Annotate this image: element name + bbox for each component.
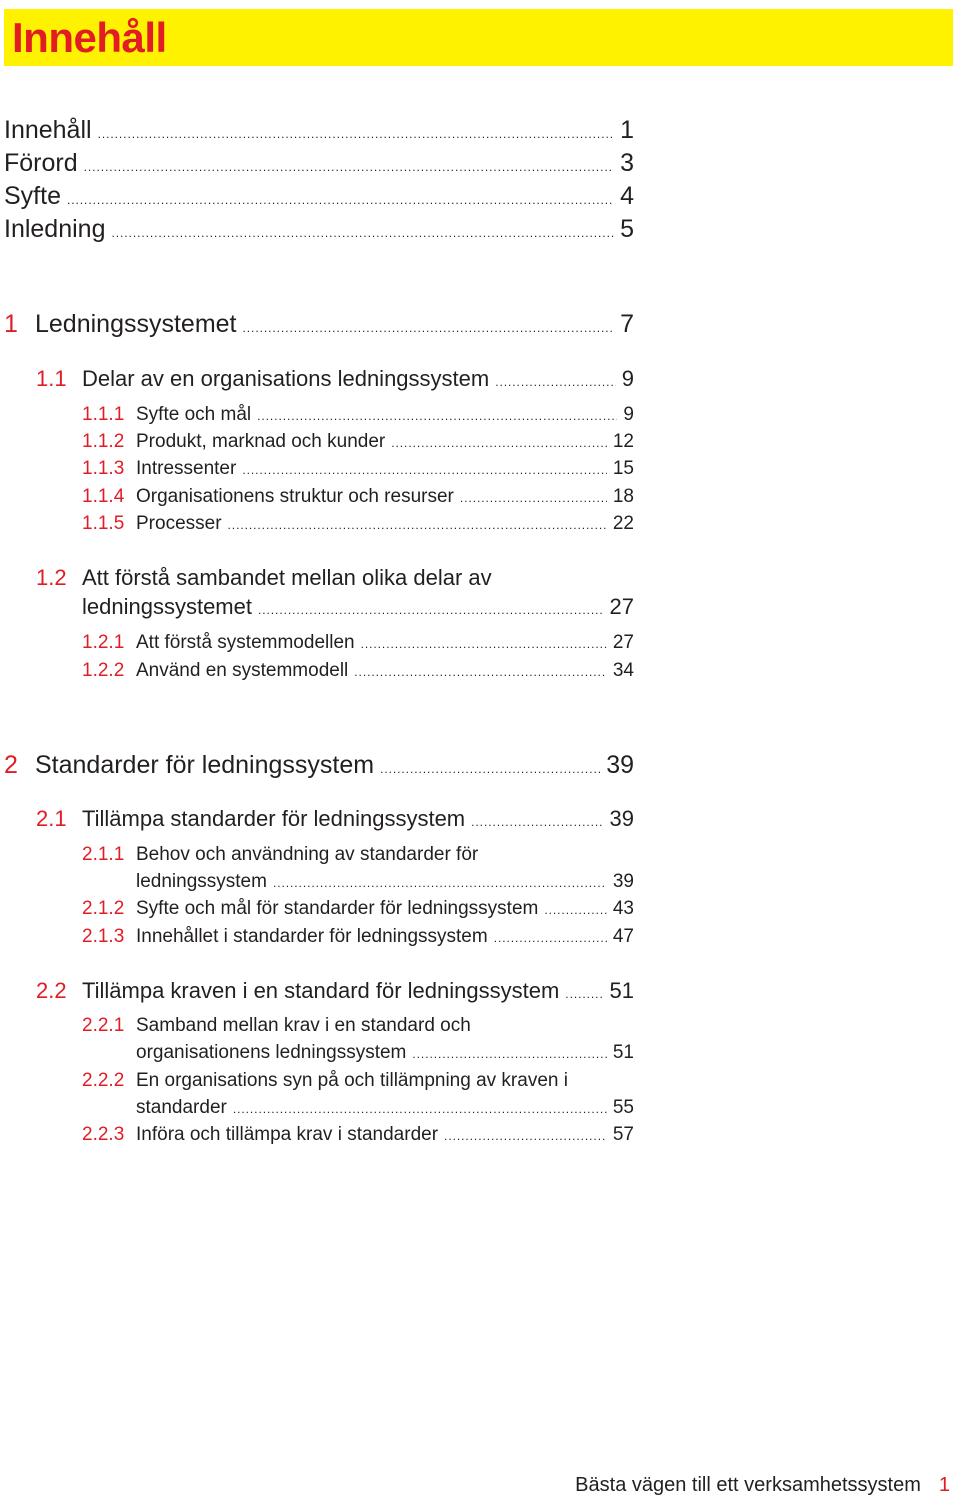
toc-section-number: 2.1 <box>36 806 67 831</box>
toc-entry-page: 1 <box>620 116 634 144</box>
leader-dots <box>380 751 600 780</box>
leader-dots <box>243 310 615 339</box>
toc-subsection-first-line[interactable] <box>82 1070 568 1092</box>
toc-subsection-number: 2.1.1 <box>82 844 125 865</box>
toc-subsection[interactable] <box>82 898 634 920</box>
toc-section-first-line[interactable] <box>36 565 492 591</box>
toc-chapter-page: 7 <box>620 310 634 338</box>
leader-dots <box>242 458 607 480</box>
toc-subsection[interactable] <box>82 926 634 948</box>
leader-dots <box>412 1042 606 1064</box>
toc-chapter-number: 2 <box>4 751 18 779</box>
toc-entry-label: Förord <box>4 149 78 177</box>
toc-entry-page: 5 <box>620 215 634 243</box>
toc-subsection-page: 51 <box>612 1042 634 1063</box>
leader-dots <box>391 431 607 453</box>
toc-section[interactable] <box>36 806 634 832</box>
toc-subsection-label: Intressenter <box>136 458 237 479</box>
toc-subsection-continuation[interactable] <box>136 1042 634 1064</box>
leader-dots <box>233 1097 607 1119</box>
toc-subsection-number: 2.1.3 <box>82 926 125 947</box>
toc-section-continuation[interactable] <box>82 594 634 620</box>
toc-subsection-page: 57 <box>612 1124 634 1145</box>
toc-chapter[interactable] <box>4 310 634 339</box>
toc-chapter[interactable] <box>4 751 634 780</box>
toc-subsection-page: 9 <box>623 404 634 425</box>
toc-subsection[interactable] <box>82 513 634 535</box>
toc-subsection-page: 22 <box>612 513 634 534</box>
toc-subsection-first-line[interactable] <box>82 844 478 866</box>
toc-subsection-page: 27 <box>612 632 634 653</box>
toc-subsection-number: 1.1.4 <box>82 486 125 507</box>
leader-dots <box>67 182 614 211</box>
leader-dots <box>444 1124 607 1146</box>
toc-subsection-label: En organisations syn på och tillämpning av kraven i <box>136 1070 568 1091</box>
toc-subsection[interactable] <box>82 458 634 480</box>
toc-entry-label: Innehåll <box>4 116 92 144</box>
toc-entry-page: 4 <box>620 182 634 210</box>
toc-subsection-number: 1.2.1 <box>82 632 125 653</box>
leader-dots <box>257 404 617 426</box>
toc-subsection-label-continued: organisationens ledningssystem <box>136 1042 407 1063</box>
toc-subsection-label: Införa och tillämpa krav i standarder <box>136 1124 439 1145</box>
title-bar <box>4 9 953 66</box>
toc-subsection-page: 15 <box>612 458 634 479</box>
toc-subsection-number: 2.1.2 <box>82 898 125 919</box>
toc-chapter-number: 1 <box>4 310 18 338</box>
toc-section-page: 39 <box>609 806 634 831</box>
toc-chapter-label: Standarder för ledningssystem <box>35 751 375 779</box>
leader-dots <box>111 215 614 244</box>
toc-subsection-number: 1.1.5 <box>82 513 125 534</box>
toc-subsection-continuation[interactable] <box>136 1097 634 1119</box>
toc-subsection[interactable] <box>82 660 634 682</box>
toc-subsection-label: Använd en systemmodell <box>136 660 349 681</box>
leader-dots <box>460 486 607 508</box>
toc-subsection[interactable] <box>82 486 634 508</box>
toc-subsection-label-continued: ledningssystem <box>136 871 267 892</box>
toc-subsection-label: Produkt, marknad och kunder <box>136 431 386 452</box>
leader-dots <box>494 926 607 948</box>
toc-subsection-label: Processer <box>136 513 222 534</box>
leader-dots <box>228 513 607 535</box>
toc-subsection-first-line[interactable] <box>82 1015 471 1037</box>
toc-entry[interactable] <box>4 182 634 211</box>
toc-subsection-number: 1.2.2 <box>82 660 125 681</box>
toc-section-page: 9 <box>621 366 634 391</box>
toc-subsection-page: 47 <box>612 926 634 947</box>
toc-subsection-label: Innehållet i standarder för ledningssystem <box>136 926 488 947</box>
toc-section-page: 27 <box>609 594 634 619</box>
toc-subsection-page: 39 <box>612 871 634 892</box>
toc-subsection-label: Att förstå systemmodellen <box>136 632 355 653</box>
toc-subsection-label-continued: standarder <box>136 1097 227 1118</box>
toc-subsection-continuation[interactable] <box>136 871 634 893</box>
toc-section-page: 51 <box>609 978 634 1003</box>
leader-dots <box>361 632 607 654</box>
leader-dots <box>273 871 607 893</box>
toc-subsection[interactable] <box>82 1124 634 1146</box>
toc-subsection-page: 43 <box>612 898 634 919</box>
toc-entry-label: Syfte <box>4 182 61 210</box>
toc-section-label: Delar av en organisations ledningssystem <box>82 366 490 391</box>
toc-subsection-number: 1.1.2 <box>82 431 125 452</box>
toc-section[interactable] <box>36 978 634 1004</box>
toc-entry[interactable] <box>4 116 634 145</box>
toc-subsection-label: Syfte och mål <box>136 404 252 425</box>
toc-subsection-page: 55 <box>612 1097 634 1118</box>
leader-dots <box>354 660 607 682</box>
page-footer <box>575 1474 950 1497</box>
leader-dots <box>565 978 603 1004</box>
toc-section-number: 2.2 <box>36 978 67 1003</box>
toc-subsection-label: Samband mellan krav i en standard och <box>136 1015 471 1036</box>
toc-subsection-page: 34 <box>612 660 634 681</box>
leader-dots <box>84 149 614 178</box>
toc-entry[interactable] <box>4 215 634 244</box>
toc-subsection-number: 1.1.1 <box>82 404 125 425</box>
toc-subsection-number: 1.1.3 <box>82 458 125 479</box>
page-title: Innehåll <box>12 14 167 61</box>
toc-section[interactable] <box>36 366 634 392</box>
toc-entry[interactable] <box>4 149 634 178</box>
toc-section-label-continued: ledningssystemet <box>82 594 252 619</box>
toc-chapter-label: Ledningssystemet <box>35 310 237 338</box>
toc-subsection[interactable] <box>82 431 634 453</box>
leader-dots <box>258 594 604 620</box>
toc-subsection-page: 18 <box>612 486 634 507</box>
toc-subsection-number: 2.2.2 <box>82 1070 125 1091</box>
toc-subsection[interactable] <box>82 404 634 426</box>
leader-dots <box>98 116 615 145</box>
toc-subsection-number: 2.2.1 <box>82 1015 125 1036</box>
toc-subsection-page: 12 <box>612 431 634 452</box>
footer-page-number: 1 <box>938 1474 950 1496</box>
footer-text: Bästa vägen till ett verksamhetssystem <box>575 1474 921 1496</box>
toc-subsection-label: Syfte och mål för standarder för ledningssystem <box>136 898 539 919</box>
leader-dots <box>495 366 616 392</box>
toc-chapter-page: 39 <box>606 751 634 779</box>
toc-section-number: 1.2 <box>36 565 67 590</box>
toc-subsection-label: Organisationens struktur och resurser <box>136 486 454 507</box>
toc-section-label: Tillämpa standarder för ledningssystem <box>82 806 466 831</box>
toc-section-label: Att förstå sambandet mellan olika delar av <box>82 565 492 590</box>
toc-subsection[interactable] <box>82 632 634 654</box>
toc-subsection-label: Behov och användning av standarder för <box>136 844 479 865</box>
toc-entry-label: Inledning <box>4 215 106 243</box>
toc-section-number: 1.1 <box>36 366 67 391</box>
toc-section-label: Tillämpa kraven i en standard för ledningssystem <box>82 978 560 1003</box>
leader-dots <box>544 898 607 920</box>
toc-subsection-number: 2.2.3 <box>82 1124 125 1145</box>
toc-entry-page: 3 <box>620 149 634 177</box>
leader-dots <box>471 806 603 832</box>
